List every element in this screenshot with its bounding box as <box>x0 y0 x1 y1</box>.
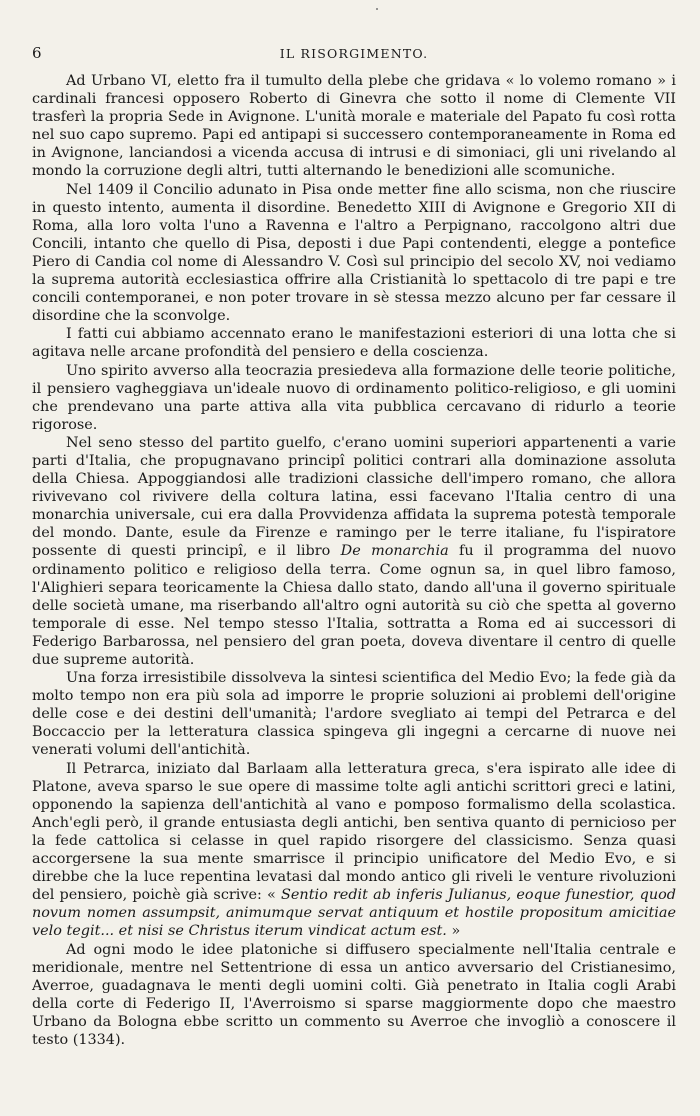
paragraph-political-theories: Uno spirito avverso alla teocrazia presiedeva alla formazione delle teorie politiche, il pensiero vagheggiava un'ideale nuovo di ordinamento politico-religioso, e gli uomini che prendevano una parte attiva alla vita pubblica cercavano di ridurlo a teorie rigorose. <box>32 362 676 433</box>
running-head: IL RISORGIMENTO. <box>279 46 429 61</box>
paragraph-text: Il Petrarca, iniziato dal Barlaam alla letteratura greca, s'era ispirato alle idee di Platone, aveva sparso le sue opere di massime tolte agli antichi scrittori greci e latini, opponendo la sapienza dell'antichità al vano e pomposo formalismo della scolastica. Anch'egli però, il grande entusiasta degli antichi, ben sentiva quanto di pernicioso per la fede cattolica si celasse in quel rapido risorgere del classicismo. Senza quasi accorgersene la sua mente smarrisce il principio unificatore del Medio Evo, e si direbbe che la luce repentina levatasi dal mondo antico gli riveli le venture rivoluzioni del pensiero, poichè già scrive: « <box>32 760 676 904</box>
paragraph-dante-monarchia <box>32 434 676 669</box>
book-title: De monarchia <box>340 543 449 560</box>
paragraph-petrarca <box>32 760 676 941</box>
paragraph-text: » <box>446 923 461 940</box>
print-speck <box>376 8 378 10</box>
paragraph-text: Nel seno stesso del partito guelfo, c'erano uomini superiori appartenenti a varie parti d'Italia, che propugnavano principî politici contrari alla dominazione assoluta della Chiesa. Appoggiandosi alle tradizioni classiche dell'impero romano, che allora rivivevano col rivivere della coltura latina, essi facevano l'Italia centro di una monarchia universale, cui era dalla Provvidenza affidata la suprema potestà temporale del mondo. Dante, esule da Firenze e ramingo per le terre italiane, fu l'ispiratore possente di questi principî, e il libro <box>32 434 676 560</box>
paragraph-text: fu il programma del nuovo ordinamento politico e religioso della terra. Come ognun sa, in quel libro famoso, l'Alighieri separa teoricamente la Chiesa dallo stato, dando all'una il governo spirituale delle società umane, ma riserbando all'altro ogni autorità su ciò che spetta al governo temporale di esse. Nel tempo stesso l'Italia, sottratta a Roma ed ai successori di Federigo Barbarossa, nel pensiero del gran poeta, doveva diventare il centro di quelle due supreme autorità. <box>32 543 676 668</box>
paragraph-medieval-synthesis: Una forza irresistibile dissolveva la sintesi scientifica del Medio Evo; la fede già da molto tempo non era più sola ad imporre le proprie soluzioni ai problemi dell'origine delle cose e dei destini dell'umanità; l'ardore svegliato ai tempi del Petrarca e del Boccaccio per la letteratura classica spingeva gli ingegni a cercarne di nuove nei venerati volumi dell'antichità. <box>32 670 676 759</box>
page-header <box>32 44 676 66</box>
page-number: 6 <box>32 44 42 62</box>
paragraph-council-of-pisa: Nel 1409 il Concilio adunato in Pisa onde metter fine allo scisma, non che riuscire in questo intento, aumenta il disordine. Benedetto XIII di Avignone e Gregorio XII di Roma, alla loro volta l'uno a Ravenna e l'altro a Perpignano, raccolgono altri due Concili, intanto che quello di Pisa, deposti i due Papi contendenti, elegge a pontefice Piero di Candia col nome di Alessandro V. Così sul principio del secolo XV, noi vediamo la suprema autorità ecclesiastica offrire alla Cristianità lo spettacolo di tre papi e tre concili contemporanei, e non poter trovare in sè stessa mezzo alcuno per far cessare il disordine che la sconvolge. <box>32 181 676 325</box>
paragraph-external-facts: I fatti cui abbiamo accennato erano le manifestazioni esteriori di una lotta che si agitava nelle arcane profondità del pensiero e della coscienza. <box>32 326 676 361</box>
latin-quote: Sentio redit ab inferis Julianus, eoque funestior, quod novum nomen assumpsit, animumque servat antiquum et hostile propositum amicitiae velo tegit... et nisi se Christus iterum vindicat actum est. <box>32 887 676 940</box>
paragraph-schism: Ad Urbano VI, eletto fra il tumulto della plebe che gridava « lo volemo romano » i cardinali francesi opposero Roberto di Ginevra che sotto il nome di Clemente VII trasferì la propria Sede in Avignone. L'unità morale e materiale del Papato fu così rotta nel suo capo supremo. Papi ed antipapi si successero contemporaneamente in Roma ed in Avignone, lanciandosi a vicenda accusa di intrusi e di simoniaci, gli uni rivelando al mondo la corruzione degli altri, tutti alternando le benedizioni alle scomuniche. <box>32 73 676 180</box>
paragraph-averroism: Ad ogni modo le idee platoniche si diffusero specialmente nell'Italia centrale e meridionale, mentre nel Settentrione di essa un antico avversario del Cristianesimo, Averroe, guadagnava le menti degli uomini colti. Già penetrato in Italia cogli Arabi della corte di Federigo II, l'Averroismo si sparse maggiormente dopo che maestro Urbano da Bologna ebbe scritto un commento su Averroe che invogliò a conoscere il testo (1334). <box>32 941 676 1048</box>
body-text <box>32 72 676 1049</box>
